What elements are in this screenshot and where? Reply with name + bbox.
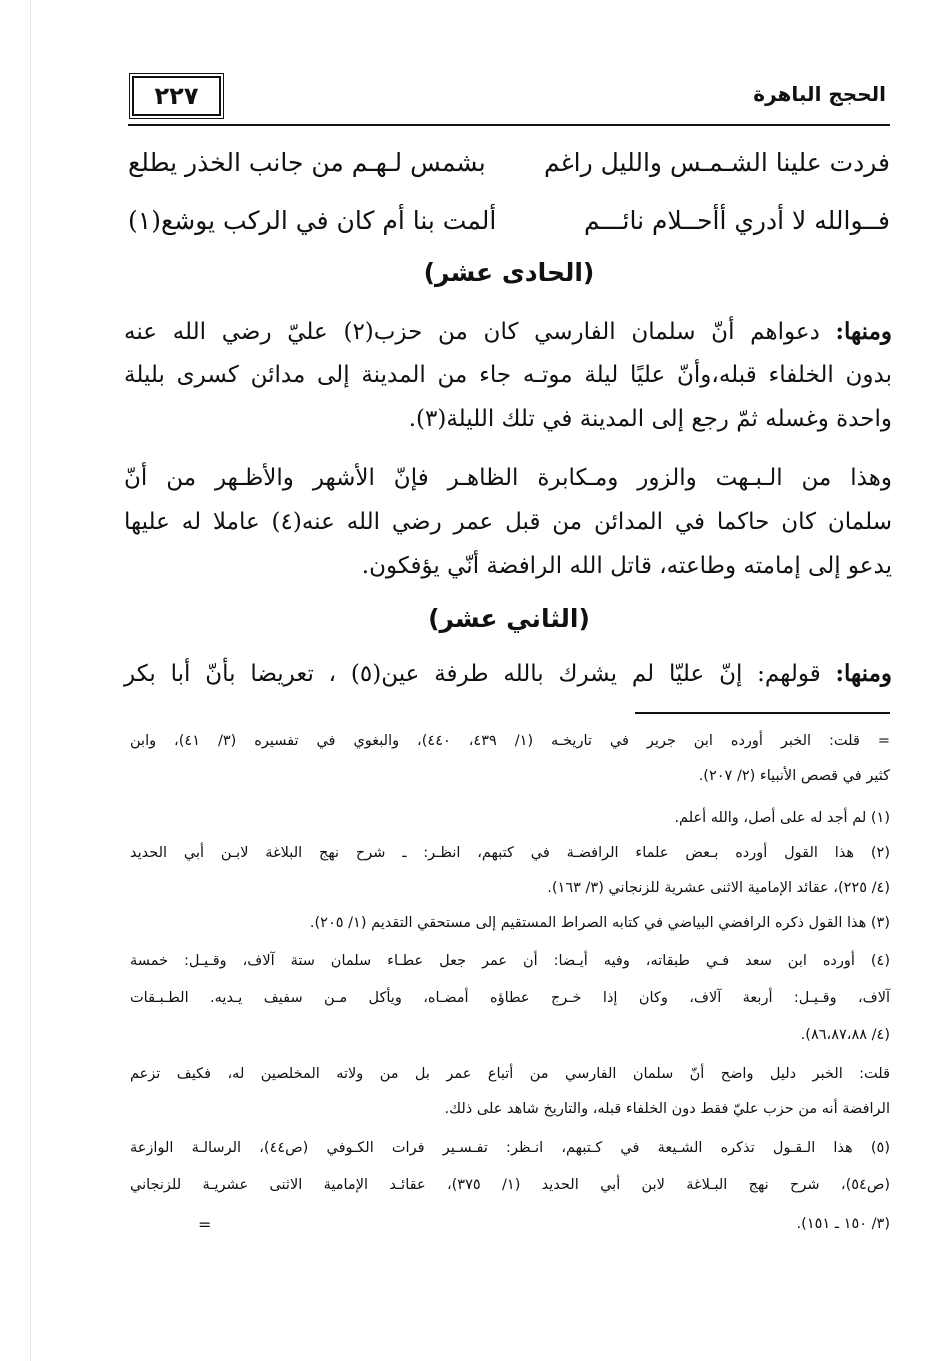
footnote-line: (٣) هذا القول ذكره الرافضي البياضي في كتابه الصراط المستقيم إلى مستحقي التقديم (١/ ٢٠٥).: [309, 915, 890, 931]
poem-hemistich-first: فردت علينا الشـمـس والليل راغم: [543, 148, 890, 177]
poem-hemistich-second: ألمت بنا أم كان في الركب يوشع(١): [128, 206, 497, 235]
footnote-line: (٤/ ٢٢٥)، عقائد الإمامية الاثنى عشرية للزنجاني (٣/ ١٦٣).: [547, 880, 890, 896]
continuation-mark: =: [198, 1215, 212, 1234]
footnote-divider: [635, 712, 890, 714]
section-heading: (الحادى عشر): [423, 258, 595, 287]
poem-hemistich-first: فــوالله لا أدري أأحــلام نائـــم: [583, 206, 890, 235]
running-title: الحجج الباهرة: [753, 82, 886, 106]
body-line: ومنها: دعواهم أنّ سلمان الفارسي كان من حزب(٢) عليّ رضي الله عنه: [124, 318, 893, 345]
footnote-line: (٢) هذا القول أورده بـعض علماء الرافضـة في كتبهم، انظـر: ـ شرح نهج البلاغة لابـن أبي الحديد: [130, 845, 890, 861]
body-line: ومنها: قولهم: إنّ عليّا لم يشرك بالله طرفة عين(٥) ، تعريضا بأنّ أبا بكر: [124, 660, 892, 687]
footnote-line: (٤/ ٨٦،٨٧،٨٨).: [800, 1027, 890, 1043]
poem-verse-1: [128, 140, 890, 192]
poem-hemistich-second: بشمس لـهـم من جانب الخذر يطلع: [128, 148, 486, 177]
footnote-line: الرافضة أنه من حزب عليّ فقط دون الخلفاء قبله، والتاريخ شاهد على ذلك.: [444, 1101, 890, 1117]
paragraph-lead: ومنها:: [835, 318, 893, 345]
footnote-line: (٤) أورده ابن سعد فـي طبقاته، وفيه أيـضا: أن عمر جعل عطـاء سلمان ستة آلاف، وقـيـل: خمسة: [130, 953, 890, 969]
footnote-line: (١) لم أجد له على أصل، والله أعلم.: [674, 810, 890, 826]
footnote-line: (ص٥٤)، شرح نهج البـلاغة لابن أبي الحديد (١/ ٣٧٥)، عقائـد الإمامية الاثنى عشريـة للزنجاني: [130, 1177, 890, 1193]
body-line: بدون الخلفاء قبله،وأنّ عليًا ليلة موتـه جاء من المدينة إلى مدائن كسرى بليلة: [124, 362, 892, 388]
footnote-line: = قلت: الخبر أورده ابن جرير في تاريخـه (١/ ٤٣٩، ٤٤٠)، والبغوي في تفسيره (٣/ ٤١)، وابن: [130, 733, 890, 749]
body-line: يدعو إلى إمامته وطاعته، قاتل الله الرافضة أنّي يؤفكون.: [361, 553, 892, 579]
section-heading: (الثاني عشر): [428, 604, 590, 633]
footnote-line: (٣/ ١٥٠ ـ ١٥١).: [796, 1216, 890, 1232]
footnote-line: آلاف، وقـيـل: أربعة آلاف، وكان إذا خـرج عطاؤه أمضـاه، ويأكل مـن سفيف يـديه. الطـبـقات: [130, 990, 890, 1006]
paragraph-lead: ومنها:: [835, 660, 892, 687]
body-line: سلمان كان حاكما في المدائن من قبل عمر رضي الله عنه(٤) عاملا له عليها: [124, 509, 892, 535]
body-line: واحدة وغسله ثمّ رجع إلى المدينة في تلك الليلة(٣).: [408, 406, 892, 432]
page-edge: [30, 0, 31, 1361]
footnote-line: قلت: الخبر دليل واضح أنّ سلمان الفارسي من أتباع عمر بل من ولاته المخلصين له، فكيف تزعم: [130, 1066, 890, 1082]
body-line: وهذا من الـبـهت والزور ومـكابرة الظاهـر فإنّ الأشهر والأظـهر من أنّ: [124, 465, 892, 491]
poem-verse-2: [128, 198, 890, 250]
footnote-line: (٥) هذا الـقـول تذكره الشـيعة في كـتبهم، انـظر: تفـسـير فرات الكـوفي (ص٤٤)، الرسالـة الوازعة: [130, 1140, 890, 1156]
footnote-line: كثير في قصص الأنبياء (٢/ ٢٠٧).: [698, 768, 890, 784]
page-number: ٢٢٧: [132, 76, 221, 116]
page-header: [128, 72, 890, 126]
